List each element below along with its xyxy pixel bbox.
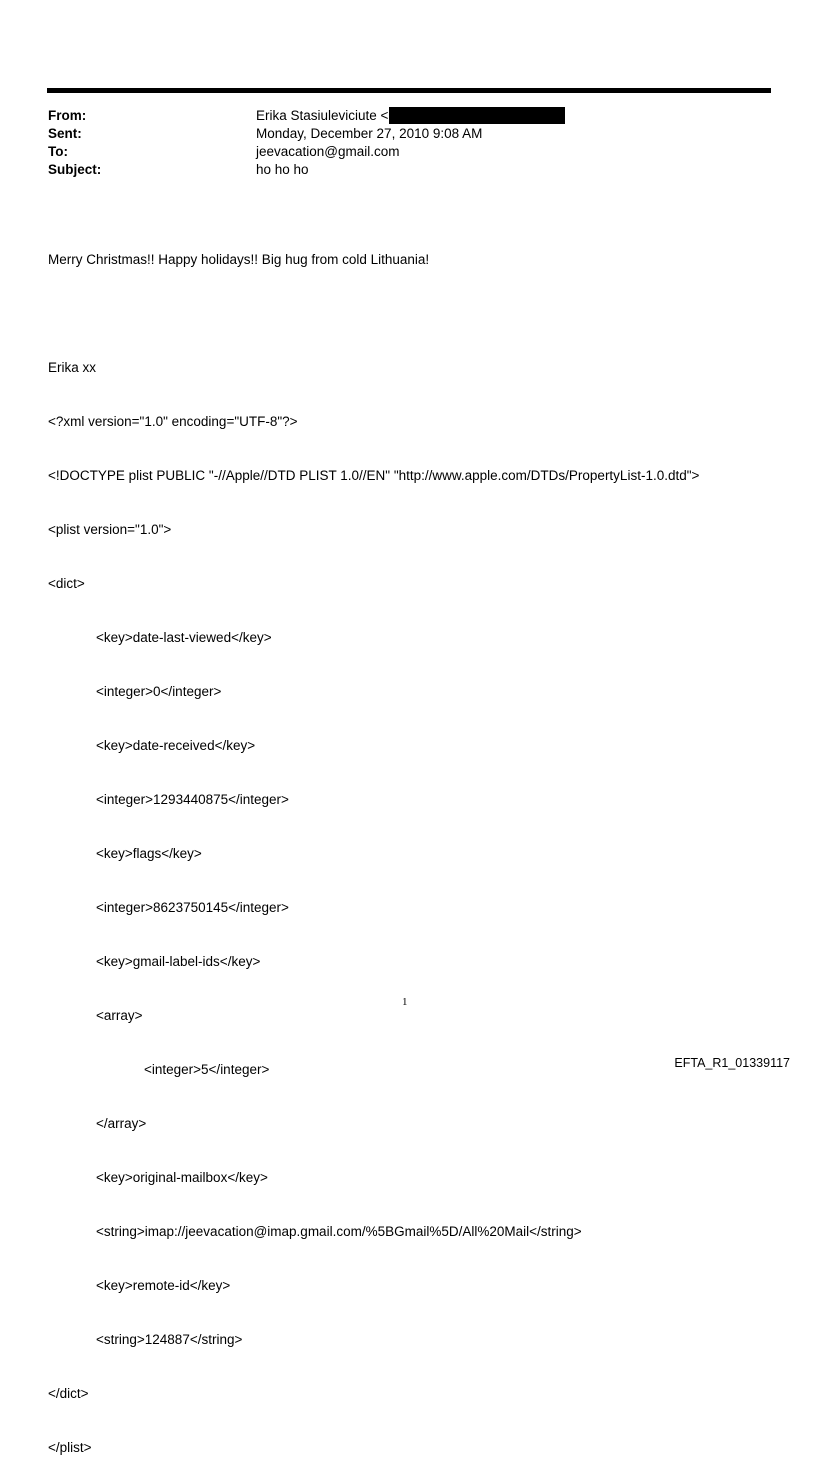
from-value xyxy=(256,107,565,125)
page-number: 1 xyxy=(402,996,408,1008)
plist-line: <key>date-received</key> xyxy=(96,738,256,753)
subject-row xyxy=(48,161,768,179)
plist-line: </plist> xyxy=(48,1440,92,1455)
plist-line: </dict> xyxy=(48,1386,89,1401)
plist-line: <integer>1293440875</integer> xyxy=(96,792,289,807)
to-label: To: xyxy=(48,144,68,159)
plist-line: <dict> xyxy=(48,576,85,591)
plist-line: <string>124887</string> xyxy=(96,1332,243,1347)
plist-line: <array> xyxy=(96,1008,143,1023)
plist-line: <key>date-last-viewed</key> xyxy=(96,630,272,645)
to-row xyxy=(48,143,768,161)
plist-line: <plist version="1.0"> xyxy=(48,522,172,537)
email-body xyxy=(48,215,788,1475)
header-rule xyxy=(47,88,771,93)
sent-value: Monday, December 27, 2010 9:08 AM xyxy=(256,126,483,141)
plist-line: <integer>8623750145</integer> xyxy=(96,900,289,915)
email-header xyxy=(48,107,768,179)
plist-line: <?xml version="1.0" encoding="UTF-8"?> xyxy=(48,414,298,429)
plist-line: <!DOCTYPE plist PUBLIC "-//Apple//DTD PLIST 1.0//EN" "http://www.apple.com/DTDs/PropertyList-1.0.dtd"> xyxy=(48,468,700,483)
sent-label: Sent: xyxy=(48,126,82,141)
from-label: From: xyxy=(48,108,87,123)
subject-label: Subject: xyxy=(48,162,102,177)
subject-value: ho ho ho xyxy=(256,162,309,177)
plist-line: </array> xyxy=(96,1116,147,1131)
plist-line: <string>imap://jeevacation@imap.gmail.com/%5BGmail%5D/All%20Mail</string> xyxy=(96,1224,582,1239)
signature-line: Erika xx xyxy=(48,360,97,375)
greeting-line: Merry Christmas!! Happy holidays!! Big hug from cold Lithuania! xyxy=(48,252,430,267)
plist-line: <key>gmail-label-ids</key> xyxy=(96,954,261,969)
blank-line xyxy=(48,305,788,323)
redaction-box xyxy=(389,107,565,124)
to-value: jeevacation@gmail.com xyxy=(256,144,400,159)
plist-line: <key>flags</key> xyxy=(96,846,202,861)
plist-line: <key>remote-id</key> xyxy=(96,1278,231,1293)
plist-line: <integer>0</integer> xyxy=(96,684,222,699)
from-row xyxy=(48,107,768,125)
plist-line: <key>original-mailbox</key> xyxy=(96,1170,268,1185)
plist-line: <integer>5</integer> xyxy=(144,1062,270,1077)
sent-row xyxy=(48,125,768,143)
from-sender: Erika Stasiuleviciute < xyxy=(256,108,389,123)
bates-number: EFTA_R1_01339117 xyxy=(674,1056,790,1070)
